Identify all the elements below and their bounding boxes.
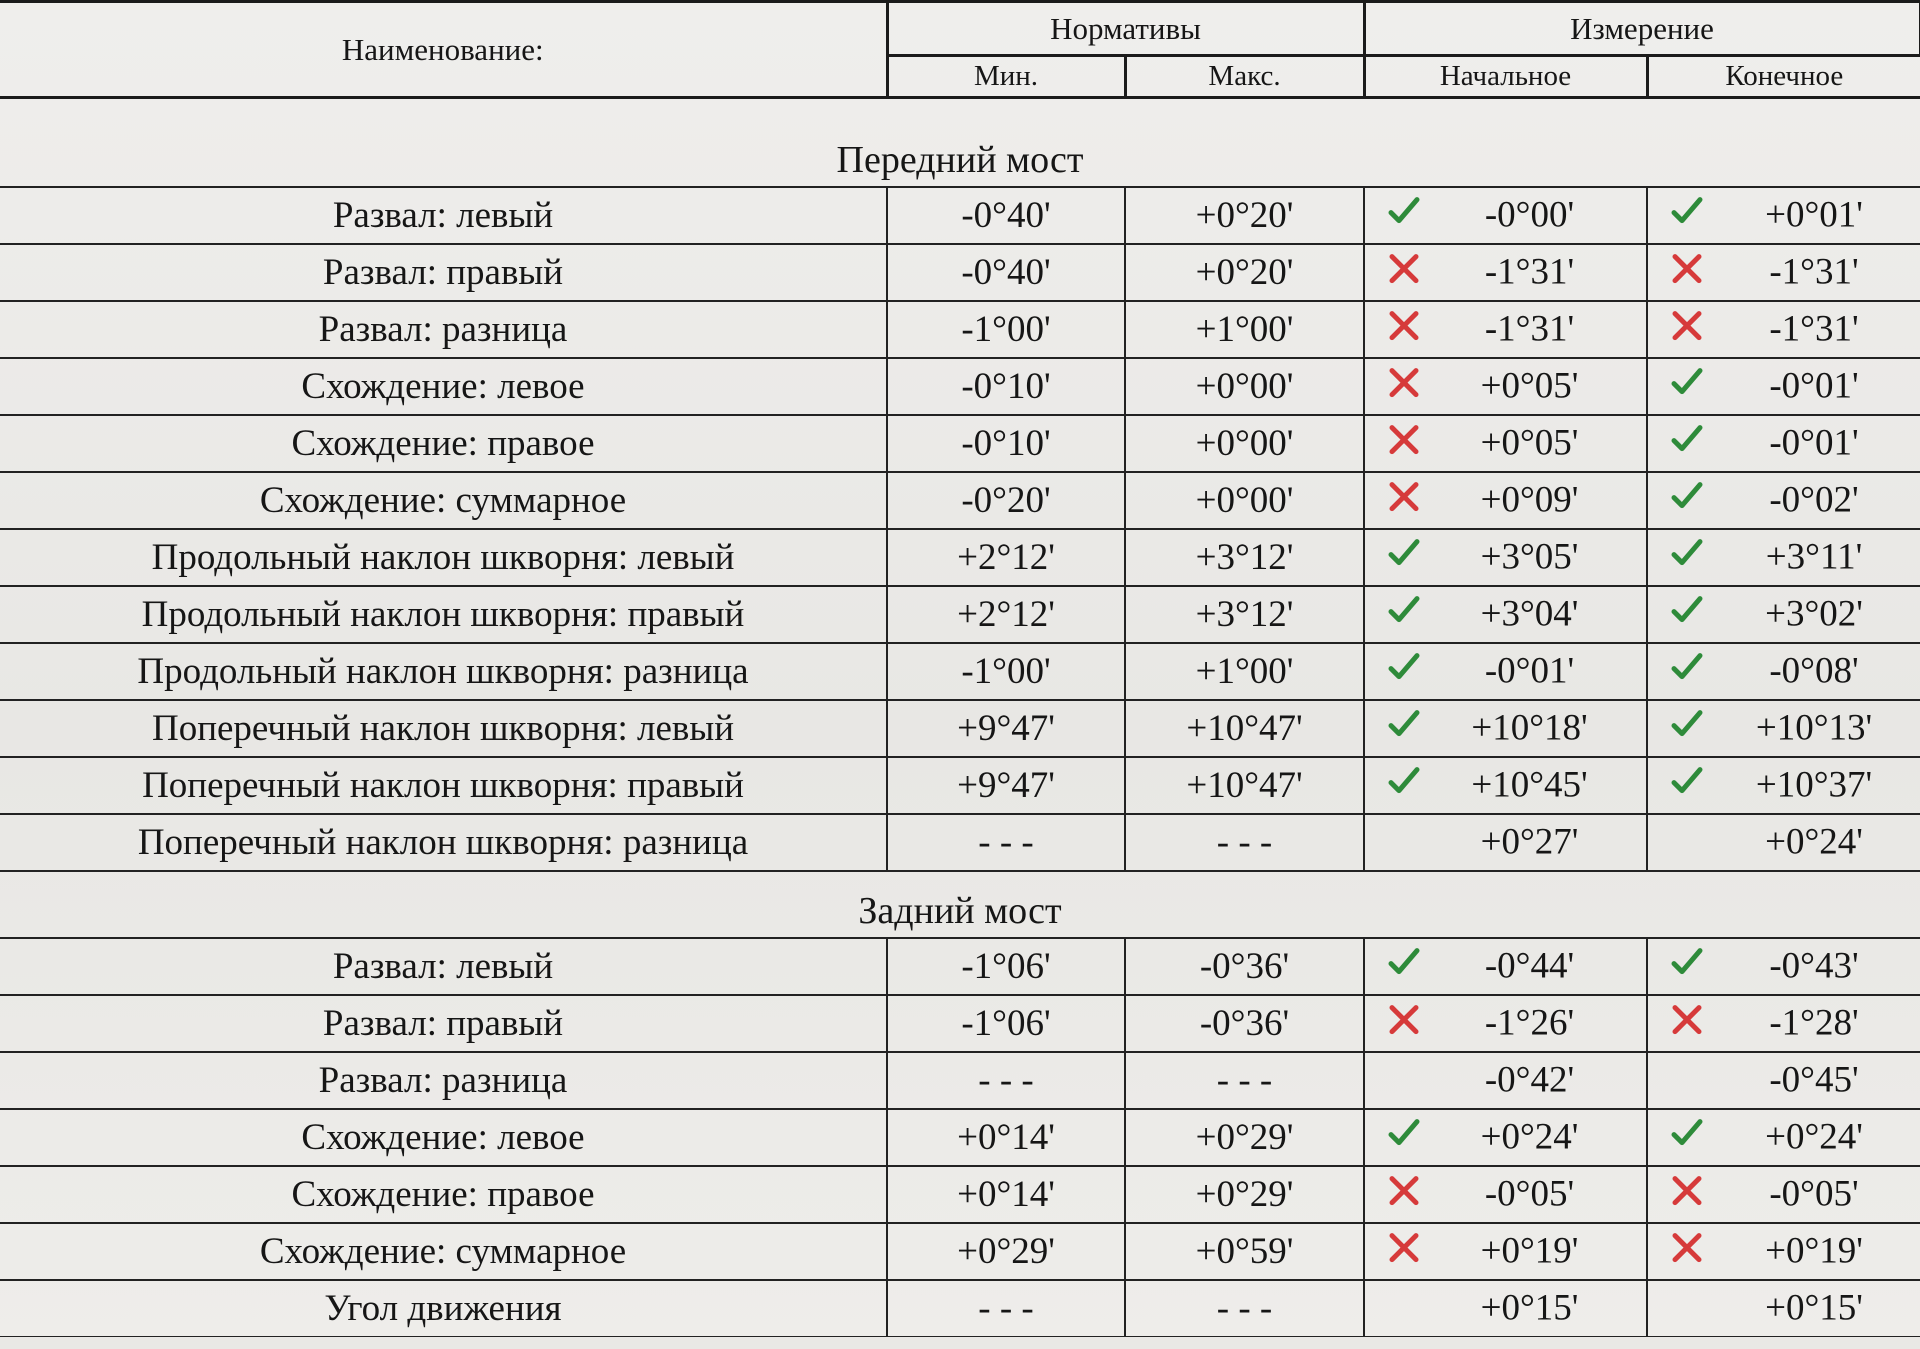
- measurement-final-value: +10°13': [1755, 707, 1873, 749]
- measurement-final-cell: [1647, 586, 1920, 643]
- measurement-initial-value: -0°42': [1484, 1059, 1575, 1101]
- table-header: [0, 2, 1920, 98]
- measurement-initial-value: +0°05': [1480, 365, 1579, 407]
- section-title: Передний мост: [836, 138, 1084, 181]
- norm-max-value: -0°36': [1125, 995, 1364, 1052]
- measurement-final-cell: [1647, 1109, 1920, 1166]
- measurement-initial-value: -0°00': [1484, 194, 1575, 236]
- parameter-name: Развал: правый: [0, 995, 887, 1052]
- norm-min-value: -1°06': [887, 995, 1125, 1052]
- parameter-name: Схождение: суммарное: [0, 472, 887, 529]
- table-row: [0, 938, 1920, 995]
- norm-min-value: -0°40': [887, 187, 1125, 244]
- table-row: [0, 995, 1920, 1052]
- parameter-name: Поперечный наклон шкворня: правый: [0, 757, 887, 814]
- measurement-final-cell: [1647, 995, 1920, 1052]
- column-header-initial: Начальное: [1364, 56, 1647, 98]
- measurement-initial-cell: [1364, 187, 1647, 244]
- column-header-min: Мин.: [887, 56, 1125, 98]
- norm-max-value: +10°47': [1125, 700, 1364, 757]
- norm-max-value: +3°12': [1125, 529, 1364, 586]
- measurement-final-value: -0°05': [1769, 1173, 1859, 1215]
- measurement-final-cell: [1647, 1223, 1920, 1280]
- column-header-max: Макс.: [1125, 56, 1364, 98]
- table-row: [0, 187, 1920, 244]
- measurement-final-value: +3°02': [1765, 593, 1863, 635]
- column-group-norms: Нормативы: [887, 2, 1364, 56]
- measurement-initial-value: +10°45': [1471, 764, 1588, 806]
- norm-max-value: - - -: [1125, 1052, 1364, 1109]
- norm-max-value: +1°00': [1125, 301, 1364, 358]
- section-row: [0, 98, 1920, 187]
- table-row: [0, 1109, 1920, 1166]
- table-row: [0, 757, 1920, 814]
- parameter-name: Развал: левый: [0, 187, 887, 244]
- norm-max-value: +0°29': [1125, 1109, 1364, 1166]
- measurement-final-cell: [1647, 1052, 1920, 1109]
- table-row: [0, 643, 1920, 700]
- parameter-name: Развал: разница: [0, 301, 887, 358]
- column-header-name: Наименование:: [0, 2, 887, 98]
- norm-min-value: +2°12': [887, 529, 1125, 586]
- measurement-final-cell: [1647, 814, 1920, 871]
- measurement-initial-cell: [1364, 1280, 1647, 1337]
- measurement-final-cell: [1647, 244, 1920, 301]
- measurement-final-value: -0°02': [1769, 479, 1859, 521]
- parameter-name: Схождение: суммарное: [0, 1223, 887, 1280]
- table-row: [0, 472, 1920, 529]
- table-row: [0, 1052, 1920, 1109]
- measurement-initial-value: +3°04': [1480, 593, 1579, 635]
- measurement-final-value: -0°45': [1769, 1059, 1859, 1101]
- parameter-name: Схождение: правое: [0, 1166, 887, 1223]
- norm-max-value: +1°00': [1125, 643, 1364, 700]
- norm-max-value: +3°12': [1125, 586, 1364, 643]
- measurement-initial-cell: [1364, 244, 1647, 301]
- parameter-name: Схождение: правое: [0, 415, 887, 472]
- measurement-final-value: +0°24': [1765, 1116, 1863, 1158]
- measurement-final-cell: [1647, 1280, 1920, 1337]
- measurement-initial-cell: [1364, 1223, 1647, 1280]
- table-row: [0, 358, 1920, 415]
- measurement-initial-cell: [1364, 1109, 1647, 1166]
- table-body: [0, 98, 1920, 1337]
- parameter-name: Развал: правый: [0, 244, 887, 301]
- norm-max-value: +0°29': [1125, 1166, 1364, 1223]
- measurement-final-value: -0°08': [1769, 650, 1859, 692]
- norm-max-value: +0°00': [1125, 415, 1364, 472]
- measurement-initial-value: +0°15': [1480, 1287, 1579, 1329]
- measurement-initial-value: +0°19': [1480, 1230, 1579, 1272]
- section-title: Задний мост: [858, 889, 1062, 932]
- measurement-final-cell: [1647, 358, 1920, 415]
- measurement-initial-value: -0°05': [1484, 1173, 1575, 1215]
- measurement-initial-cell: [1364, 301, 1647, 358]
- measurement-final-cell: [1647, 472, 1920, 529]
- measurement-initial-cell: [1364, 643, 1647, 700]
- norm-min-value: - - -: [887, 814, 1125, 871]
- table-row: [0, 1166, 1920, 1223]
- norm-min-value: +0°14': [887, 1109, 1125, 1166]
- measurement-final-value: -0°43': [1769, 945, 1859, 987]
- column-header-final: Конечное: [1647, 56, 1920, 98]
- norm-min-value: +9°47': [887, 757, 1125, 814]
- measurement-initial-cell: [1364, 415, 1647, 472]
- measurement-initial-value: +0°24': [1480, 1116, 1579, 1158]
- page-bottom-margin: [0, 1337, 1920, 1349]
- measurement-final-value: +3°11': [1765, 536, 1863, 578]
- norm-max-value: +0°00': [1125, 358, 1364, 415]
- norm-max-value: -0°36': [1125, 938, 1364, 995]
- norm-max-value: +0°20': [1125, 187, 1364, 244]
- norm-min-value: -1°06': [887, 938, 1125, 995]
- norm-min-value: -0°10': [887, 358, 1125, 415]
- measurement-final-cell: [1647, 415, 1920, 472]
- norm-min-value: -1°00': [887, 301, 1125, 358]
- norm-min-value: -1°00': [887, 643, 1125, 700]
- norm-min-value: +9°47': [887, 700, 1125, 757]
- measurement-final-value: -1°31': [1769, 308, 1859, 350]
- table-row: [0, 244, 1920, 301]
- parameter-name: Продольный наклон шкворня: правый: [0, 586, 887, 643]
- measurement-final-cell: [1647, 187, 1920, 244]
- table-row: [0, 1223, 1920, 1280]
- parameter-name: Развал: левый: [0, 938, 887, 995]
- parameter-name: Схождение: левое: [0, 1109, 887, 1166]
- norm-min-value: -0°20': [887, 472, 1125, 529]
- norm-max-value: +10°47': [1125, 757, 1364, 814]
- table-row: [0, 586, 1920, 643]
- measurement-final-value: -1°31': [1769, 251, 1859, 293]
- measurement-final-cell: [1647, 301, 1920, 358]
- norm-min-value: -0°10': [887, 415, 1125, 472]
- norm-max-value: - - -: [1125, 814, 1364, 871]
- parameter-name: Продольный наклон шкворня: разница: [0, 643, 887, 700]
- measurement-initial-cell: [1364, 757, 1647, 814]
- table-row: [0, 301, 1920, 358]
- measurement-initial-value: +3°05': [1480, 536, 1579, 578]
- norm-max-value: +0°59': [1125, 1223, 1364, 1280]
- parameter-name: Схождение: левое: [0, 358, 887, 415]
- measurement-final-value: -1°28': [1769, 1002, 1859, 1044]
- section-row: [0, 871, 1920, 938]
- measurement-final-value: -0°01': [1769, 422, 1859, 464]
- measurement-initial-cell: [1364, 586, 1647, 643]
- table-row: [0, 700, 1920, 757]
- measurement-initial-cell: [1364, 529, 1647, 586]
- measurement-initial-cell: [1364, 358, 1647, 415]
- measurement-initial-value: -1°31': [1484, 308, 1575, 350]
- measurement-final-cell: [1647, 700, 1920, 757]
- table-row: [0, 1280, 1920, 1337]
- measurement-initial-value: -1°31': [1484, 251, 1575, 293]
- measurement-initial-cell: [1364, 700, 1647, 757]
- parameter-name: Поперечный наклон шкворня: разница: [0, 814, 887, 871]
- measurement-final-value: +0°24': [1765, 821, 1863, 863]
- column-group-measurement: Измерение: [1364, 2, 1920, 56]
- measurement-final-cell: [1647, 643, 1920, 700]
- measurement-final-cell: [1647, 529, 1920, 586]
- measurement-initial-value: +10°18': [1471, 707, 1588, 749]
- measurement-initial-value: +0°27': [1480, 821, 1579, 863]
- measurement-initial-cell: [1364, 814, 1647, 871]
- measurement-final-cell: [1647, 757, 1920, 814]
- parameter-name: Развал: разница: [0, 1052, 887, 1109]
- norm-max-value: +0°20': [1125, 244, 1364, 301]
- measurement-final-value: +0°01': [1765, 194, 1863, 236]
- measurement-initial-value: -0°01': [1484, 650, 1575, 692]
- norm-min-value: -0°40': [887, 244, 1125, 301]
- measurement-final-value: +10°37': [1755, 764, 1873, 806]
- parameter-name: Продольный наклон шкворня: левый: [0, 529, 887, 586]
- measurement-final-value: +0°19': [1765, 1230, 1863, 1272]
- norm-min-value: +0°29': [887, 1223, 1125, 1280]
- norm-min-value: +0°14': [887, 1166, 1125, 1223]
- norm-min-value: - - -: [887, 1052, 1125, 1109]
- measurement-initial-value: +0°05': [1480, 422, 1579, 464]
- measurement-final-cell: [1647, 1166, 1920, 1223]
- measurement-initial-value: +0°09': [1480, 479, 1579, 521]
- norm-min-value: +2°12': [887, 586, 1125, 643]
- norm-min-value: - - -: [887, 1280, 1125, 1337]
- measurement-initial-cell: [1364, 1166, 1647, 1223]
- measurement-final-cell: [1647, 938, 1920, 995]
- measurement-initial-value: -1°26': [1484, 1002, 1575, 1044]
- measurement-initial-value: -0°44': [1484, 945, 1575, 987]
- measurement-final-value: +0°15': [1765, 1287, 1863, 1329]
- table-row: [0, 814, 1920, 871]
- measurement-initial-cell: [1364, 1052, 1647, 1109]
- parameter-name: Угол движения: [0, 1280, 887, 1337]
- measurement-final-value: -0°01': [1769, 365, 1859, 407]
- measurement-initial-cell: [1364, 938, 1647, 995]
- parameter-name: Поперечный наклон шкворня: левый: [0, 700, 887, 757]
- measurement-initial-cell: [1364, 472, 1647, 529]
- measurement-initial-cell: [1364, 995, 1647, 1052]
- norm-max-value: - - -: [1125, 1280, 1364, 1337]
- table-row: [0, 529, 1920, 586]
- table-row: [0, 415, 1920, 472]
- norm-max-value: +0°00': [1125, 472, 1364, 529]
